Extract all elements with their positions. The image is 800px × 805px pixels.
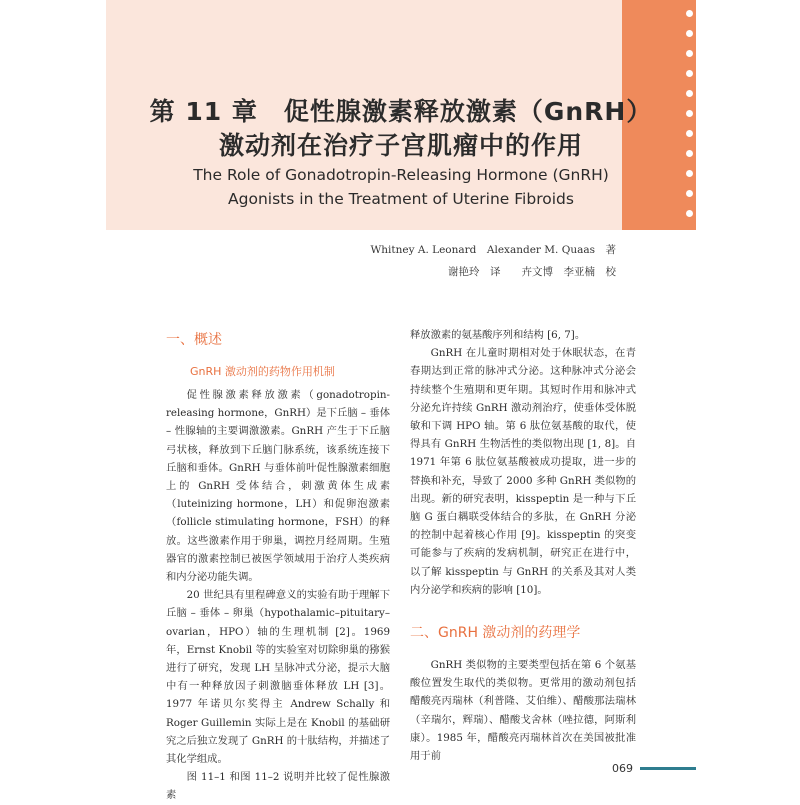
- paragraph: GnRH 类似物的主要类型包括在第 6 个氨基酸位置发生取代的类似物。更常用的激动剂包括醋酸亮丙瑞林（利普隆、艾伯维）、醋酸那法瑞林（辛瑞尔，辉瑞）、醋酸戈舍林（唑拉德，阿斯利康）。1985 年，醋酸亮丙瑞林首次在美国被批准用于前: [410, 659, 636, 763]
- right-column-text-bottom: [410, 656, 636, 765]
- decorative-dot: [686, 70, 693, 77]
- paragraph-continued: 释放激素的氨基酸序列和结构 [6, 7]。: [410, 329, 586, 341]
- right-column-text-top: [410, 326, 636, 599]
- section-heading-pharmacology: 二、GnRH 激动剂的药理学: [410, 625, 581, 641]
- paragraph: 图 11–1 和图 11–2 说明并比较了促性腺激素: [166, 771, 390, 802]
- decorative-dot: [686, 50, 693, 57]
- page-number-rule: [640, 767, 696, 770]
- decorative-dot: [686, 30, 693, 37]
- decorative-dot: [686, 210, 693, 217]
- paragraph: GnRH 在儿童时期相对处于休眠状态，在青春期达到正常的脉冲式分泌。这种脉冲式分泌会持续整个生殖期和更年期。其短时作用和脉冲式分泌允许持续 GnRH 激动剂治疗，使垂体受体脱敏和下调 HPO 轴。第 6 肽位氨基酸的取代，使得具有 GnRH 生物活性的类似物出现 [1, 8]。自 1971 年第 6 肽位氨基酸被成功提取，进一步的替换和补充，导致了 2000 多种 GnRH 类似物的出现。新的研究表明，kisspeptin 是一种与下丘脑 G 蛋白耦联受体结合的多肽，在 GnRH 分泌的控制中起着核心作用 [9]。kisspeptin 的突变可能参与了疾病的发病机制，研究正在进行中，以了解 kisspeptin 与 GnRH 的关系及其对人类内分泌学和疾病的影响 [10]。: [410, 347, 636, 596]
- paragraph: 20 世纪具有里程碑意义的实验有助于理解下丘脑 – 垂体 – 卵巢（hypothalamic–pituitary–ovarian，HPO）轴的生理机制 [2]。1969 年，Ernst Knobil 等的实验室对切除卵巢的猕猴进行了研究，发现 LH 呈脉冲式分泌，提示大脑中有一种释放因子刺激脑垂体释放 LH [3]。1977 年诺贝尔奖得主 Andrew Schally 和 Roger Guillemin 实际上是在 Knobil 的基础研究之后独立发现了 GnRH 的十肽结构，并描述了其化学组成。: [166, 589, 390, 766]
- page-number: 069: [612, 762, 633, 775]
- author-credits: Whitney A. Leonard Alexander M. Quaas 著: [370, 244, 616, 256]
- left-column-text: [166, 386, 390, 805]
- chapter-title-cn-line2: 激动剂在治疗子宫肌瘤中的作用: [218, 131, 583, 160]
- decorative-dot: [686, 10, 693, 17]
- chapter-title-cn-line1: 第 11 章 促性腺激素释放激素（GnRH）: [149, 97, 653, 126]
- translator-credits: 谢艳玲 译 卉文博 李亚楠 校: [448, 266, 616, 278]
- section-heading-overview: 一、概述: [166, 332, 222, 348]
- chapter-title-en-line2: Agonists in the Treatment of Uterine Fibroids: [228, 190, 574, 208]
- paragraph: 促性腺激素释放激素（gonadotropin-releasing hormone，GnRH）是下丘脑 – 垂体 – 性腺轴的主要调激激素。GnRH 产生于下丘脑弓状核，释放到下丘脑门脉系统，该系统连接下丘脑和垂体。GnRH 与垂体前叶促性腺激素细胞上的 GnRH 受体结合，刺激黄体生成素（luteinizing hormone，LH）和促卵泡激素（follicle stimulating hormone，FSH）的释放。这些激素作用于卵巢，调控月经周期。生殖器官的激素控制已被医学领域用于治疗人类疾病和内分泌功能失调。: [166, 389, 390, 584]
- subheading-mechanism: GnRH 激动剂的药物作用机制: [190, 365, 335, 378]
- chapter-title-en-line1: The Role of Gonadotropin-Releasing Hormone (GnRH): [193, 166, 609, 184]
